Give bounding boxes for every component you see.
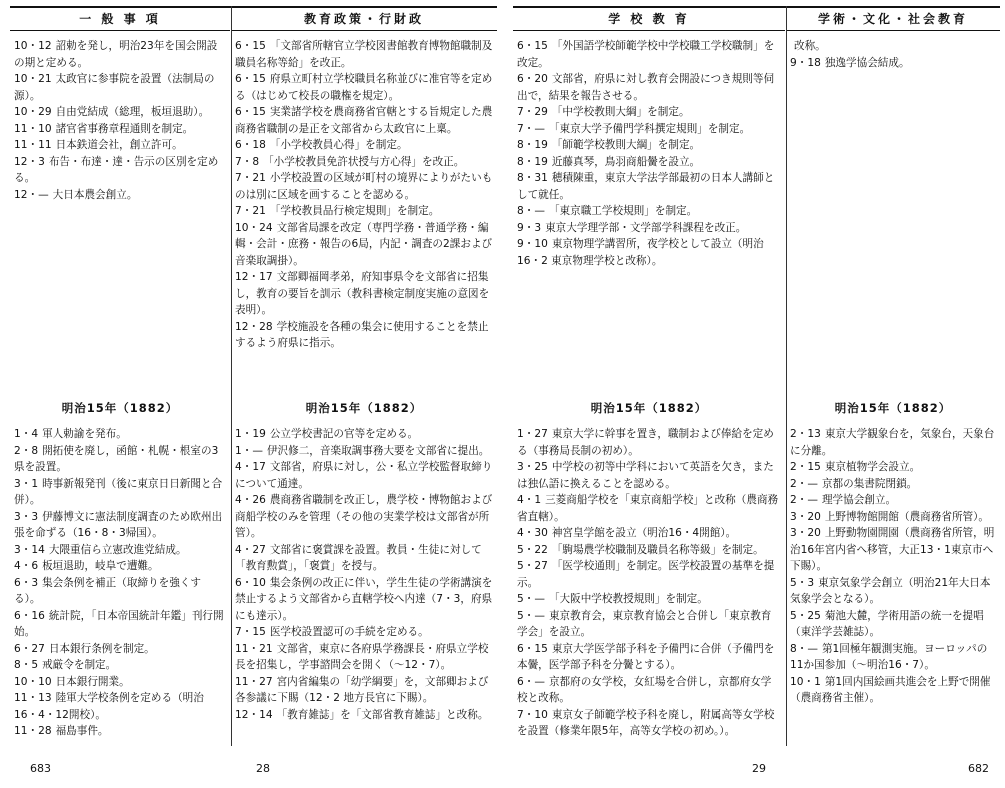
entries-top	[790, 38, 996, 71]
chronology-entry	[517, 542, 781, 559]
chronology-entry	[14, 542, 226, 559]
chronology-entry	[235, 71, 493, 104]
entry-date: 2・—	[790, 477, 818, 490]
entry-text: 「師範学校教則大綱」を制定。	[551, 139, 701, 151]
chronology-entry	[790, 459, 996, 476]
entry-text: 東京大学理学部・文学部学科課程を改正。	[545, 221, 747, 234]
entry-date: 6・15	[517, 40, 548, 52]
entry-date: 10・29	[14, 106, 52, 118]
entry-text: 医学校設置認可の手続を定める。	[269, 626, 429, 638]
chronology-entry	[517, 121, 781, 138]
chronology-entry	[517, 591, 781, 608]
chronology-entry	[790, 575, 996, 608]
entry-text: 大日本農会創立。	[52, 188, 138, 201]
chronology-entry	[790, 492, 996, 509]
entry-text: 東京大学観象台を，気象台，天象台に分離。	[790, 428, 995, 457]
entry-text: 板垣退助，岐阜で遭難。	[42, 560, 159, 572]
entry-date: 5・3	[790, 576, 815, 589]
chronology-entry	[517, 170, 781, 203]
entry-date: 6・27	[14, 642, 45, 655]
chronology-entry	[517, 492, 781, 525]
entry-text: 実業諸学校を農商務省官轄とする旨規定した農商務省職制の是正を文部省から太政官に上稟。	[235, 106, 493, 135]
section-title: 明治15年（1882）	[834, 401, 952, 415]
chronology-entry	[14, 71, 226, 104]
entry-text: 公立学校書記の官等を定める。	[269, 428, 419, 440]
chronology-entry	[235, 104, 493, 137]
entry-text: 東京物理学講習所，夜学校として設立（明治16・2 東京物理学校と改称）。	[517, 238, 764, 267]
entry-text: 菊池大麓，学術用語の統一を提唱（東洋学芸雑誌）。	[790, 609, 984, 638]
entry-text: 福島事件。	[55, 725, 109, 737]
entry-date: 11・27	[235, 675, 273, 688]
entry-date: 6・16	[14, 609, 45, 622]
entry-date: 6・20	[517, 73, 548, 85]
entry-date: 12・17	[235, 271, 273, 283]
chronology-entry	[517, 38, 781, 71]
entry-date: 11・28	[14, 725, 52, 737]
entry-date: 1・27	[517, 428, 548, 440]
chronology-entry	[235, 170, 493, 203]
chronology-entry	[517, 426, 781, 459]
entry-text: 学校施設を各種の集会に使用することを禁止するよう府県に指示。	[235, 320, 489, 349]
entry-date: 11・10	[14, 122, 52, 135]
entry-date: 6・—	[517, 675, 545, 688]
entry-text: 陸軍大学校条例を定める（明治16・4・12開校）。	[14, 692, 204, 721]
entry-date: 10・10	[14, 675, 52, 688]
chronology-entry	[517, 608, 781, 641]
entry-text: 大隈重信ら立憲改進党結成。	[48, 543, 187, 556]
entry-date: 8・—	[790, 642, 818, 655]
column-culture	[786, 8, 1000, 748]
entry-date: 5・22	[517, 543, 548, 556]
entry-text: 東京気象学会創立（明治21年大日本気象学会となる）。	[790, 576, 991, 605]
entry-date: 4・17	[235, 461, 266, 473]
entry-text: 第1回内国絵画共進会を上野で開催（農商務省主催）。	[790, 675, 991, 704]
chronology-entry	[235, 154, 493, 171]
entry-text: 統計院，「日本帝国統計年鑑」刊行開始。	[14, 609, 224, 638]
entry-text: 「東京大学予備門学科撰定規則」を制定。	[548, 122, 751, 135]
chronology-entry	[235, 707, 493, 724]
entry-text: 東京教育会，東京教育協会と合併し「東京教育学会」を設立。	[517, 609, 772, 638]
chronology-entry	[790, 641, 996, 674]
entry-date: 2・8	[14, 444, 39, 457]
chronology-entry	[235, 459, 493, 492]
entries-top	[14, 38, 226, 203]
entry-date: 4・30	[517, 527, 548, 539]
chronology-entry	[517, 220, 781, 237]
entry-text: 軍人勅諭を発布。	[42, 428, 127, 440]
chronology-entry	[790, 608, 996, 641]
chronology-entry	[235, 674, 493, 707]
entry-text: 第1回極年観測実施。ヨーロッパの11か国参加（〜明治16・7）。	[790, 642, 988, 671]
entry-text: 日本銀行条例を制定。	[48, 642, 155, 655]
chronology-entry	[517, 137, 781, 154]
entry-text: 戒厳令を制定。	[42, 659, 117, 671]
entry-date: 3・20	[790, 527, 821, 539]
chronology-entry	[235, 624, 493, 641]
chronology-entry	[14, 443, 226, 476]
section-title: 明治15年（1882）	[61, 401, 179, 415]
entry-text: 「小学校教員免許状授与方心得」を改正。	[263, 155, 465, 168]
right-page	[513, 6, 1000, 748]
entry-date: 7・10	[517, 708, 548, 721]
entry-date: 3・20	[790, 510, 821, 523]
left-page	[10, 6, 497, 748]
entry-text: 神宮皇学館を設立（明治16・4開館）。	[551, 527, 737, 539]
entry-text: 東京植物学会設立。	[824, 461, 921, 473]
entry-text: 詔勅を発し，明治23年を国会開設の期と定める。	[14, 40, 218, 69]
entry-date: 9・18	[790, 56, 821, 69]
entry-date: 1・4	[14, 428, 39, 440]
chronology-entry	[14, 137, 226, 154]
entry-date: 10・12	[14, 40, 52, 52]
entry-date: 10・21	[14, 73, 52, 85]
chronology-entry	[14, 187, 226, 204]
entry-date: 8・5	[14, 659, 39, 671]
chronology-entry	[790, 55, 996, 72]
entry-text: 穂積陳重，東京大学法学部最初の日本人講師として就任。	[517, 172, 775, 201]
column-header: 学 校 教 育	[513, 8, 785, 31]
entry-date: 4・26	[235, 494, 266, 506]
entry-date: 12・28	[235, 320, 273, 333]
entry-text: 「外国語学校師範学校中学校職工学校職制」を改定。	[517, 40, 775, 69]
entry-text: 宮内省編集の「幼学綱要」を，文部卿および各参議に下賜（12・2 地方長官に下賜）。	[235, 675, 489, 704]
chronology-entry	[790, 674, 996, 707]
column-policy	[231, 8, 497, 748]
chronology-entry	[790, 476, 996, 493]
chronology-entry	[517, 525, 781, 542]
entry-date: 8・19	[517, 139, 548, 151]
entry-date: 5・27	[517, 560, 548, 572]
chronology-entry	[235, 38, 493, 71]
entry-text: 「中学校教則大綱」を制定。	[551, 106, 690, 118]
chronology-entry	[14, 154, 226, 187]
entry-date: 3・3	[14, 510, 39, 523]
entry-date: 4・27	[235, 543, 266, 556]
chronology-entry	[14, 509, 226, 542]
entry-text: 布告・布達・達・告示の区別を定める。	[14, 155, 219, 184]
entry-date: 6・10	[235, 576, 266, 589]
entry-date: 10・1	[790, 675, 821, 688]
entry-date: 3・25	[517, 461, 548, 473]
chronology-entry	[235, 137, 493, 154]
entries-top	[517, 38, 781, 269]
entry-date: 6・15	[235, 73, 266, 85]
entry-text: 日本鉄道会社，創立許可。	[55, 139, 183, 151]
column-divider	[786, 6, 787, 746]
page-number: 29	[752, 762, 766, 775]
chronology-entry	[517, 104, 781, 121]
entry-date: 7・21	[235, 172, 266, 184]
chronology-entry	[517, 674, 781, 707]
entry-date: 3・14	[14, 543, 45, 556]
entry-text: 太政官に参事院を設置（法制局の源）。	[14, 73, 215, 102]
entries-bottom	[14, 426, 226, 740]
entry-text: 諸官省事務章程通則を制定。	[55, 122, 194, 135]
entry-text: 文部卿福岡孝弟，府知事県令を文部省に招集し，教育の要旨を訓示（教科書検定制度実施の意図を表明）。	[235, 271, 490, 316]
entry-date: 7・15	[235, 626, 266, 638]
entry-text: 文部省，東京に各府県学務課長・府県立学校長を招集し，学事諮問会を開く（〜12・7）。	[235, 642, 489, 671]
entry-text: 開拓使を廃し，函館・札幌・根室の3県を設置。	[14, 444, 219, 473]
entry-date: 5・25	[790, 609, 821, 622]
chronology-entry	[14, 608, 226, 641]
chronology-entry	[235, 492, 493, 542]
chronology-entry	[14, 476, 226, 509]
entry-text: 伊沢修二，音楽取調事務大要を文部省に提出。	[266, 444, 490, 457]
entries-bottom	[517, 426, 781, 740]
entry-text: 「小学校教員心得」を制定。	[269, 139, 408, 151]
entry-text: 「文部省所轄官立学校図書館教育博物館職制及職員名称等給」を改正。	[235, 40, 493, 69]
chronology-entry	[790, 426, 996, 459]
chronology-entry	[235, 575, 493, 625]
entry-text: 集会条例を補正（取締りを強くする）。	[14, 576, 201, 605]
chronology-entry	[235, 203, 493, 220]
chronology-entry	[14, 657, 226, 674]
chronology-entry	[517, 459, 781, 492]
entry-date: 8・19	[517, 155, 548, 168]
chronology-entry	[14, 674, 226, 691]
column-school	[513, 8, 785, 748]
entry-date: 6・15	[235, 40, 266, 52]
entry-text: 上野博物館開館（農商務省所管）。	[824, 510, 990, 523]
entry-text: 「大阪中学校教授規則」を制定。	[548, 593, 708, 605]
entry-text: 小学校設置の区域が町村の境界によりがたいものは別に区域を画することを認める。	[235, 172, 493, 201]
entry-text: 文部省，府県に対し，公・私立学校監督取締りについて通達。	[235, 461, 493, 490]
entry-date: 6・3	[14, 576, 39, 589]
entry-text: 文部省局課を改定（専門学務・普通学務・編輯・会計・庶務・報告の6局，内記・調査の2課および音楽取調掛）。	[235, 221, 493, 267]
entry-text: 上野動物園開園（農商務省所管，明治16年宮内省へ移管，大正13・1東京市へ下賜）。	[790, 527, 995, 572]
chronology-entry	[235, 269, 493, 319]
column-divider	[231, 6, 232, 746]
entry-date: 12・14	[235, 708, 273, 721]
chronology-entry	[517, 707, 781, 740]
entry-text: 「学校教員品行検定規則」を制定。	[269, 205, 440, 217]
column-general	[10, 8, 230, 748]
entry-text: 文部省，府県に対し教育会開設につき規則等伺出で，結果を報告させる。	[517, 73, 775, 102]
section-title: 明治15年（1882）	[590, 401, 708, 415]
chronology-entry	[14, 426, 226, 443]
entry-date: 8・31	[517, 172, 548, 184]
entry-text: 集会条例の改正に伴い，学生生徒の学術講演を禁止するよう文部省から直轄学校へ内達（7・3，府県にも達示）。	[235, 576, 493, 622]
page-number: 28	[256, 762, 270, 775]
chronology-entry	[14, 121, 226, 138]
entry-text: 独逸学協会結成。	[824, 56, 910, 69]
chronology-entry	[235, 319, 493, 352]
section-title: 明治15年（1882）	[305, 401, 423, 415]
entry-date: 7・8	[235, 155, 260, 168]
chronology-entry	[14, 723, 226, 740]
entries-bottom	[235, 426, 493, 723]
entry-text: 三菱商船学校を「東京商船学校」と改称（農商務省直轄）。	[517, 494, 779, 523]
entry-date: 5・—	[517, 609, 545, 622]
entry-date: 9・3	[517, 221, 542, 234]
entry-date: 9・10	[517, 238, 548, 250]
entry-text: 中学校の初等中学科において英語を欠き，または独仏語に換えることを認める。	[517, 461, 774, 490]
entry-date: 6・18	[235, 139, 266, 151]
entry-date: 2・—	[790, 494, 818, 506]
column-header: 教育政策・行財政	[231, 8, 497, 31]
entry-text: 京都府の女学校，女紅場を合併し，京都府女学校と改称。	[517, 675, 772, 704]
chronology-entry	[790, 525, 996, 575]
chronology-entry	[235, 426, 493, 443]
column-header: 学術・文化・社会教育	[786, 8, 1000, 31]
entry-text: 日本銀行開業。	[55, 675, 130, 688]
entry-text: 京都の集書院閉鎖。	[821, 477, 918, 490]
entry-date: 1・—	[235, 444, 263, 457]
entry-date: 12・3	[14, 155, 45, 168]
entry-date: 2・13	[790, 428, 821, 440]
chronology-entry	[517, 558, 781, 591]
entry-text: 改称。	[794, 40, 826, 52]
chronology-entry	[235, 443, 493, 460]
entry-text: 府県立町村立学校職員名称並びに准官等を定める（はじめて校長の職権を規定）。	[235, 73, 493, 102]
entry-text: 「医学校通則」を制定。医学校設置の基準を提示。	[517, 560, 775, 589]
chronology-entry	[517, 203, 781, 220]
entry-date: 6・15	[235, 106, 266, 118]
chronology-entry	[517, 154, 781, 171]
entry-date: 7・—	[517, 122, 545, 135]
entry-date: 4・1	[517, 494, 542, 506]
entry-text: 文部省に褒賞課を設置。教員・生徒に対して「教育勲賞」，「褒賞」を授与。	[235, 543, 482, 572]
chronology-entry	[14, 558, 226, 575]
entry-text: 時事新報発刊（後に東京日日新聞と合併）。	[14, 477, 223, 506]
entry-text: 東京大学医学部予科を予備門に合併（予備門を本黌，医学部予科を分黌とする）。	[517, 642, 775, 671]
entry-date: 11・13	[14, 692, 52, 704]
chronology-entry	[235, 542, 493, 575]
entry-date: 1・19	[235, 428, 266, 440]
chronology-entry	[14, 690, 226, 723]
entry-text: 伊藤博文に憲法制度調査のため欧州出張を命ずる（16・8・3帰国）。	[14, 510, 223, 539]
chronology-entry	[14, 575, 226, 608]
entry-text: 「駒場農学校職制及職員名称等級」を制定。	[551, 543, 764, 556]
entries-top	[235, 38, 493, 352]
chronology-entry	[790, 38, 996, 55]
entry-text: 理学協会創立。	[821, 494, 897, 506]
chronology-entry	[235, 641, 493, 674]
chronology-entry	[235, 220, 493, 270]
chronology-entry	[790, 509, 996, 526]
entry-text: 「教育雑誌」を「文部省教育雑誌」と改称。	[276, 708, 489, 721]
entry-date: 2・15	[790, 461, 821, 473]
column-header: 一 般 事 項	[10, 8, 230, 31]
entry-text: 「東京職工学校規則」を制定。	[548, 205, 698, 217]
entry-date: 7・21	[235, 205, 266, 217]
entries-bottom	[790, 426, 996, 707]
entry-text: 農商務省職制を改正し，農学校・博物館および商船学校のみを管理（その他の実業学校は文部省が所管）。	[235, 494, 493, 539]
entry-date: 6・15	[517, 642, 548, 655]
entry-date: 8・—	[517, 205, 545, 217]
entry-text: 東京大学に幹事を置き，職制および俸給を定める（事務局長制の初め）。	[517, 428, 774, 457]
chronology-entry	[517, 71, 781, 104]
chronology-entry	[517, 641, 781, 674]
entry-date: 11・21	[235, 642, 273, 655]
chronology-entry	[14, 38, 226, 71]
entry-date: 10・24	[235, 221, 273, 234]
page-number: 682	[968, 762, 989, 775]
page-number: 683	[30, 762, 51, 775]
chronology-entry	[14, 641, 226, 658]
entry-date: 3・1	[14, 477, 39, 490]
entry-text: 近藤真琴，鳥羽商船黌を設立。	[551, 155, 701, 168]
entry-date: 5・—	[517, 593, 545, 605]
entry-date: 12・—	[14, 188, 49, 201]
chronology-entry	[517, 236, 781, 269]
chronology-entry	[14, 104, 226, 121]
entry-text: 東京女子師範学校予科を廃し，附属高等女学校を設置（修業年限5年，高等女学校の初め。）。	[517, 708, 775, 737]
entry-date: 11・11	[14, 139, 52, 151]
entry-date: 7・29	[517, 106, 548, 118]
entry-text: 自由党結成（総理，板垣退助）。	[55, 106, 210, 118]
entry-date: 4・6	[14, 560, 39, 572]
